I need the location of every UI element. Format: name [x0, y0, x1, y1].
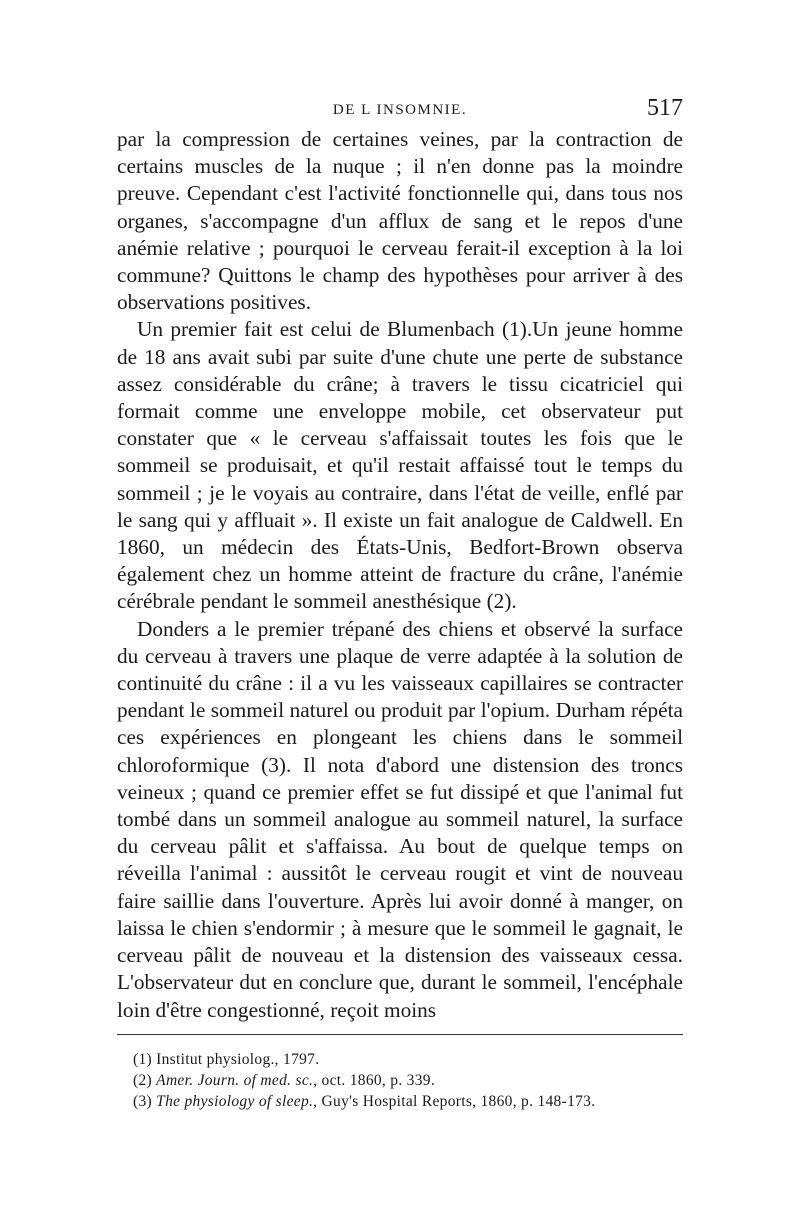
- footnote-journal: The physiology of sleep.,: [156, 1092, 318, 1110]
- book-page: [117, 90, 683, 1112]
- footnote: [133, 1070, 683, 1091]
- paragraph: par la compression de certaines veines, par la contraction de certains muscles de la nuque ; il n'en donne pas la moindre preuve. Cependant c'est l'activité fonctionnelle qui, dans tous nos organes, s'accompagne d'un afflux de sang et le repos d'une anémie relative ; pourquoi le cerveau ferait-il exception à la loi commune? Quittons le champ des hypothèses pour arriver à des observations positives.: [117, 127, 683, 315]
- footnote: [133, 1091, 683, 1112]
- footnote-text: Institut physiolog., 1797.: [156, 1050, 320, 1068]
- footnote-number: (2): [133, 1071, 152, 1089]
- footnote: [133, 1049, 683, 1070]
- footnote-number: (1): [133, 1050, 152, 1068]
- body-text: [117, 126, 683, 1024]
- footnotes: [117, 1049, 683, 1112]
- footnote-number: (3): [133, 1092, 152, 1110]
- footnote-text: oct. 1860, p. 339.: [321, 1071, 436, 1089]
- running-title: DE L INSOMNIE.: [332, 102, 468, 118]
- paragraph: Un premier fait est celui de Blumenbach (1).Un jeune homme de 18 ans avait subi par suite d'une chute une perte de substance assez considérable du crâne; à travers le tissu cicatriciel qui formait comme une enveloppe mobile, cet observateur put constater que « le cerveau s'affaissait toutes les fois que le sommeil se produisait, et qu'il restait affaissé tout le temps du sommeil ; je le voyais au contraire, dans l'état de veille, enflé par le sang qui y affluait ». Il existe un fait analogue de Caldwell. En 1860, un médecin des États-Unis, Bedfort-Brown observa également chez un homme atteint de fracture du crâne, l'anémie cérébrale pendant le sommeil anesthésique (2).: [117, 317, 683, 614]
- paragraph: Donders a le premier trépané des chiens et observé la surface du cerveau à travers une plaque de verre adaptée à la solution de continuité du crâne : il a vu les vaisseaux capillaires se contracter pendant le sommeil naturel ou produit par l'opium. Durham répéta ces expériences en plongeant les chiens dans le sommeil chloroformique (3). Il nota d'abord une distension des troncs veineux ; quand ce premier effet se fut dissipé et que l'animal fut tombé dans un sommeil analogue au sommeil naturel, la surface du cerveau pâlit et s'affaissa. Au bout de quelque temps on réveilla l'animal : aussitôt le cerveau rougit et vint de nouveau faire saillie dans l'ouverture. Après lui avoir donné à manger, on laissa le chien s'endormir ; à mesure que le sommeil le gagnait, le cerveau pâlit de nouveau et la distension des vaisseaux cessa. L'observateur dut en conclure que, durant le sommeil, l'encéphale loin d'être congestionné, reçoit moins: [117, 616, 683, 1022]
- running-head: [117, 90, 683, 122]
- footnote-journal: Amer. Journ. of med. sc.,: [156, 1071, 318, 1089]
- footnote-text: Guy's Hospital Reports, 1860, p. 148-173.: [321, 1092, 596, 1110]
- footnote-rule: [117, 1034, 683, 1035]
- page-number: 517: [647, 95, 683, 121]
